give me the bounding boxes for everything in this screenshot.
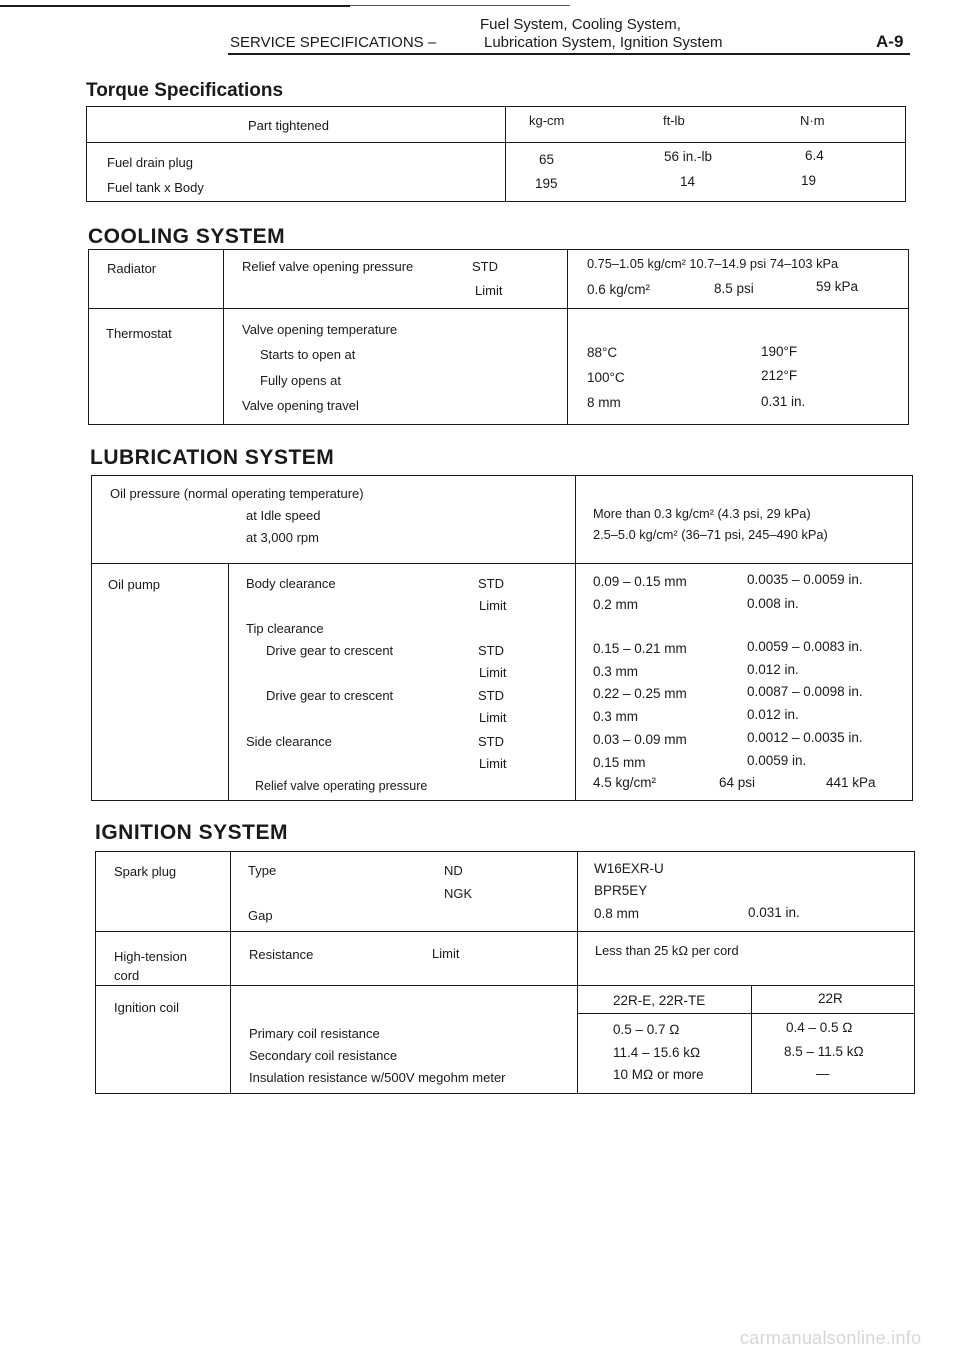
oil-pump-drive-gear-1: Drive gear to crescent <box>266 643 394 658</box>
oil-pump-row-mm: 0.3 mm <box>593 664 639 679</box>
thermostat-fully-f: 212°F <box>761 368 798 383</box>
oil-pump-row-label: Limit <box>479 665 507 680</box>
oil-pump-row-in: 0.0012 – 0.0035 in. <box>747 730 863 745</box>
thermostat-item: Valve opening temperature <box>242 322 398 337</box>
radiator-label: Radiator <box>107 261 157 276</box>
oil-pump-row-mm: 0.15 – 0.21 mm <box>593 641 687 656</box>
torque-row-part: Fuel drain plug <box>107 155 193 170</box>
oil-pump-row-in: 0.012 in. <box>747 662 799 677</box>
oil-pump-row-in: 0.0059 in. <box>747 753 807 768</box>
cooling-section-title: COOLING SYSTEM <box>88 225 286 248</box>
spark-plug-type-label: Type <box>248 863 277 878</box>
radiator-std-label: STD <box>472 259 498 274</box>
ht-cord-label-line2: cord <box>114 968 140 983</box>
torque-header-nm: N·m <box>800 113 825 128</box>
ignition-col-divider-value <box>577 851 578 1094</box>
ht-cord-label-line1: High-tension <box>114 949 187 964</box>
ignition-coil-insulation-label: Insulation resistance w/500V megohm meter <box>249 1070 506 1085</box>
torque-header-ftlb: ft-lb <box>663 113 685 128</box>
oil-pump-label: Oil pump <box>108 577 161 592</box>
spark-plug-gap-in: 0.031 in. <box>748 905 800 920</box>
ignition-coil-secondary-b: 8.5 – 11.5 kΩ <box>784 1044 864 1059</box>
radiator-limit-v1: 0.6 kg/cm² <box>587 282 651 297</box>
ignition-row-divider-2 <box>95 985 915 986</box>
lubrication-col-divider-item <box>228 563 229 801</box>
ignition-coil-secondary-a: 11.4 – 15.6 kΩ <box>613 1045 701 1060</box>
ignition-col-divider-item <box>230 851 231 1094</box>
torque-table <box>86 106 906 202</box>
cooling-col-divider-1 <box>223 249 224 425</box>
oil-pump-relief-v1: 4.5 kg/cm² <box>593 775 657 790</box>
lubrication-row-divider <box>91 563 913 564</box>
thermostat-travel-mm: 8 mm <box>587 395 621 410</box>
radiator-limit-v2: 8.5 psi <box>714 281 754 296</box>
spark-plug-nd-label: ND <box>444 863 463 878</box>
oil-pump-drive-gear-2: Drive gear to crescent <box>266 688 394 703</box>
oil-pressure-idle-value: More than 0.3 kg/cm² (4.3 psi, 29 kPa) <box>593 506 811 521</box>
oil-pump-row-mm: 0.2 mm <box>593 597 639 612</box>
oil-pump-row-in: 0.012 in. <box>747 707 799 722</box>
oil-pump-row-label: Limit <box>479 598 507 613</box>
lubrication-section-title: LUBRICATION SYSTEM <box>90 446 335 469</box>
oil-pump-relief-v2: 64 psi <box>719 775 756 790</box>
radiator-limit-label: Limit <box>475 283 503 298</box>
torque-header-divider <box>86 142 906 143</box>
thermostat-fully-c: 100°C <box>587 370 625 385</box>
thermostat-travel-label: Valve opening travel <box>242 398 359 413</box>
oil-pressure-label: Oil pressure (normal operating temperature) <box>110 486 364 501</box>
oil-pump-row-label: STD <box>478 688 504 703</box>
spark-plug-label: Spark plug <box>114 864 177 879</box>
ignition-coil-primary-a: 0.5 – 0.7 Ω <box>613 1022 680 1037</box>
oil-pump-body-clearance: Body clearance <box>246 576 336 591</box>
torque-row-part: Fuel tank x Body <box>107 180 204 195</box>
spark-plug-nd-value: W16EXR-U <box>594 861 664 876</box>
ignition-coil-insulation-b: — <box>816 1066 830 1081</box>
torque-row-kgcm: 65 <box>539 152 555 167</box>
oil-pump-row-in: 0.008 in. <box>747 596 799 611</box>
ignition-coil-col-a: 22R-E, 22R-TE <box>613 993 706 1008</box>
oil-pressure-rpm-value: 2.5–5.0 kg/cm² (36–71 psi, 245–490 kPa) <box>593 527 828 542</box>
radiator-item: Relief valve opening pressure <box>242 259 414 274</box>
torque-header-part: Part tightened <box>248 118 329 133</box>
cooling-col-divider-2 <box>567 249 568 425</box>
oil-pump-relief-v3: 441 kPa <box>826 775 876 790</box>
watermark-text: carmanualsonline.info <box>740 1328 922 1348</box>
ignition-coil-label: Ignition coil <box>114 1000 180 1015</box>
ht-cord-value: Less than 25 kΩ per cord <box>595 943 739 958</box>
top-rule <box>0 5 350 7</box>
page-number: A-9 <box>876 32 904 51</box>
ignition-coil-insulation-a: 10 MΩ or more <box>613 1067 704 1082</box>
header-rule <box>228 53 910 55</box>
torque-row-nm: 19 <box>801 173 817 188</box>
thermostat-fully-label: Fully opens at <box>260 373 341 388</box>
oil-pump-row-mm: 0.03 – 0.09 mm <box>593 732 687 747</box>
oil-pump-row-label: Limit <box>479 756 507 771</box>
oil-pump-relief-valve: Relief valve operating pressure <box>255 779 428 793</box>
ignition-coil-col-divider <box>751 985 752 1094</box>
torque-section-title: Torque Specifications <box>86 80 284 101</box>
torque-row-ftlb: 14 <box>680 174 696 189</box>
oil-pressure-rpm-label: at 3,000 rpm <box>246 530 319 545</box>
thermostat-travel-in: 0.31 in. <box>761 394 806 409</box>
spark-plug-ngk-label: NGK <box>444 886 473 901</box>
oil-pump-side-clearance: Side clearance <box>246 734 332 749</box>
oil-pump-row-label: STD <box>478 643 504 658</box>
thermostat-starts-label: Starts to open at <box>260 347 356 362</box>
header-title-left: SERVICE SPECIFICATIONS – <box>230 34 437 51</box>
torque-row-kgcm: 195 <box>535 176 558 191</box>
oil-pressure-idle-label: at Idle speed <box>246 508 321 523</box>
oil-pump-row-label: STD <box>478 734 504 749</box>
thermostat-starts-c: 88°C <box>587 345 618 360</box>
radiator-std-value: 0.75–1.05 kg/cm² 10.7–14.9 psi 74–103 kPa <box>587 256 839 271</box>
ignition-section-title: IGNITION SYSTEM <box>95 821 289 844</box>
oil-pump-row-label: Limit <box>479 710 507 725</box>
radiator-limit-v3: 59 kPa <box>816 279 859 294</box>
torque-header-kgcm: kg-cm <box>529 113 565 128</box>
spark-plug-gap-label: Gap <box>248 908 273 923</box>
oil-pump-row-in: 0.0035 – 0.0059 in. <box>747 572 863 587</box>
cooling-row-divider <box>88 308 909 309</box>
ignition-row-divider-1 <box>95 931 915 932</box>
oil-pump-row-mm: 0.15 mm <box>593 755 646 770</box>
oil-pump-row-mm: 0.3 mm <box>593 709 639 724</box>
ignition-coil-col-b: 22R <box>818 991 843 1006</box>
spark-plug-ngk-value: BPR5EY <box>594 883 648 898</box>
ignition-coil-secondary-label: Secondary coil resistance <box>249 1048 398 1063</box>
spark-plug-gap-mm: 0.8 mm <box>594 906 640 921</box>
thermostat-label: Thermostat <box>106 326 172 341</box>
ignition-coil-primary-label: Primary coil resistance <box>249 1026 380 1041</box>
ignition-coil-header-divider <box>577 1013 915 1014</box>
oil-pump-row-mm: 0.22 – 0.25 mm <box>593 686 687 701</box>
oil-pump-row-label: STD <box>478 576 504 591</box>
ht-cord-item: Resistance <box>249 947 314 962</box>
torque-row-ftlb: 56 in.-lb <box>664 149 713 164</box>
header-title-line2: Lubrication System, Ignition System <box>484 34 723 51</box>
torque-col-divider <box>505 106 506 202</box>
torque-row-nm: 6.4 <box>805 148 824 163</box>
thermostat-starts-f: 190°F <box>761 344 798 359</box>
ht-cord-limit-label: Limit <box>432 946 460 961</box>
oil-pump-tip-clearance: Tip clearance <box>246 621 324 636</box>
oil-pump-row-in: 0.0059 – 0.0083 in. <box>747 639 863 654</box>
oil-pump-row-mm: 0.09 – 0.15 mm <box>593 574 687 589</box>
top-rule-right <box>350 5 570 6</box>
header-title-line1: Fuel System, Cooling System, <box>480 16 681 33</box>
ignition-coil-primary-b: 0.4 – 0.5 Ω <box>786 1020 853 1035</box>
lubrication-col-divider-value <box>575 475 576 801</box>
oil-pump-row-in: 0.0087 – 0.0098 in. <box>747 684 863 699</box>
